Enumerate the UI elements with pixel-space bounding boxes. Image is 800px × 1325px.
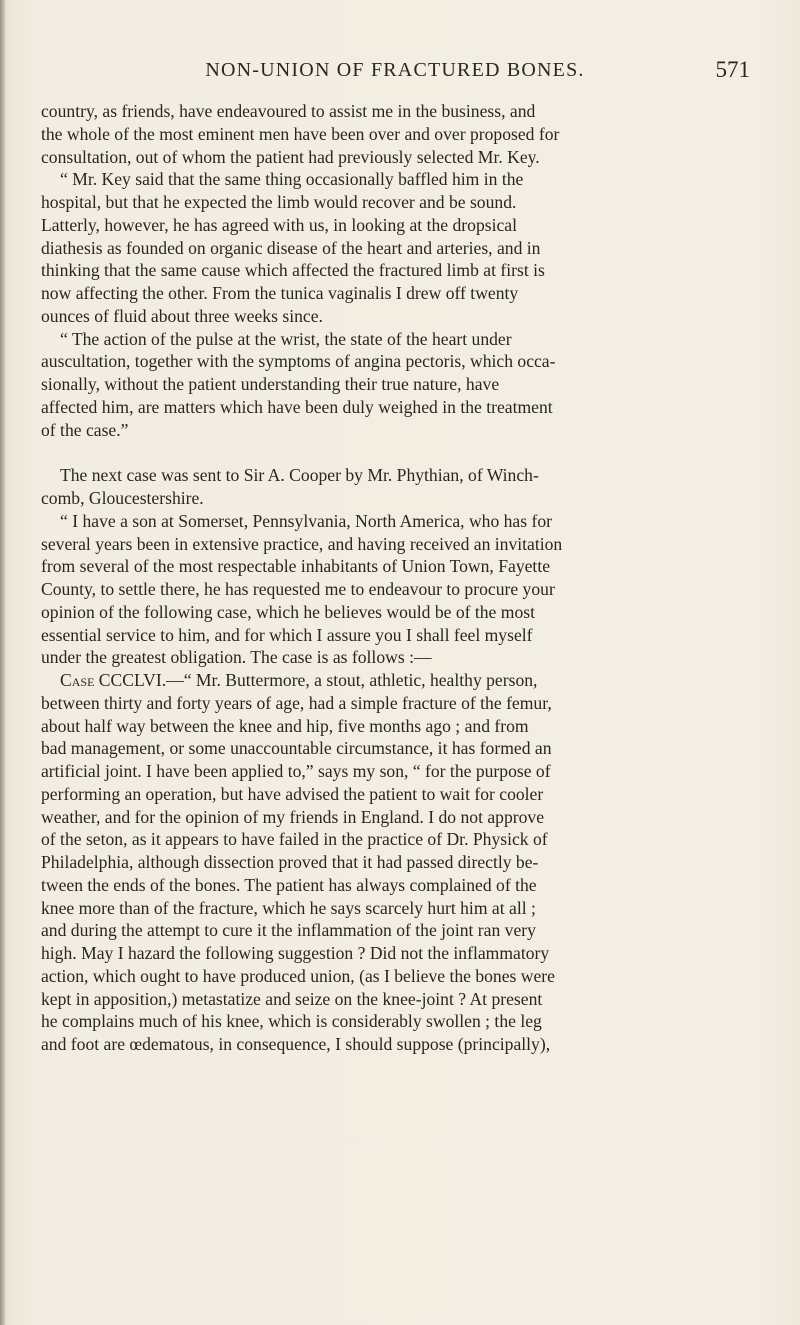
text-line: The next case was sent to Sir A. Cooper by Mr. Phythian, of Winch- — [60, 465, 539, 486]
page-number: 571 — [715, 57, 750, 82]
text-line: auscultation, together with the symptoms of angina pectoris, which occa- — [41, 351, 556, 372]
text-line: now affecting the other. From the tunica vaginalis I drew off twenty — [41, 283, 519, 303]
text-line: artificial joint. I have been applied to,” says my son, “ for the purpose of — [41, 761, 551, 781]
text-line: opinion of the following case, which he believes would be of the most — [41, 601, 535, 622]
binding-shadow — [0, 0, 6, 1325]
text-line: essential service to him, and for which I assure you I shall feel myself — [41, 624, 533, 645]
text-line: several years been in extensive practice, and having received an invitation — [41, 533, 563, 554]
text-line: between thirty and forty years of age, had a simple fracture of the femur, — [41, 692, 552, 713]
text-line: County, to settle there, he has requested me to endeavour to procure your — [41, 579, 555, 599]
text-line: about half way between the knee and hip, five months ago ; and from — [41, 715, 529, 736]
text-line: ounces of fluid about three weeks since. — [41, 305, 323, 326]
case-label: Case CCCLVI. — [60, 670, 167, 690]
text-line: tween the ends of the bones. The patient has always complained of the — [41, 874, 537, 895]
text-line: comb, Gloucestershire. — [41, 488, 204, 508]
text-line: country, as friends, have endeavoured to assist me in the business, and — [41, 101, 536, 121]
text-line: performing an operation, but have advised the patient to wait for cooler — [41, 783, 544, 804]
paragraph-gap — [41, 441, 751, 464]
text-line: thinking that the same cause which affected the fractured limb at first is — [41, 260, 545, 281]
text-line: of the seton, as it appears to have failed in the practice of Dr. Physick of — [41, 829, 548, 850]
text-line: and during the attempt to cure it the inflammation of the joint ran very — [41, 920, 536, 941]
text-line: sionally, without the patient understanding their true nature, have — [41, 374, 500, 394]
text-line: of the case.” — [41, 419, 129, 440]
text-line: diathesis as founded on organic disease of the heart and arteries, and in — [41, 237, 541, 258]
text-line: consultation, out of whom the patient had previously selected Mr. Key. — [41, 146, 540, 167]
text-line: knee more than of the fracture, which he says scarcely hurt him at all ; — [41, 897, 536, 918]
text-line: Latterly, however, he has agreed with us, in looking at the dropsical — [41, 214, 517, 235]
text-line: under the greatest obligation. The case is as follows :— — [41, 647, 432, 668]
running-title: NON-UNION OF FRACTURED BONES. — [205, 59, 585, 81]
text-line: “ Mr. Key said that the same thing occasionally baffled him in the — [60, 169, 524, 190]
text-line: action, which ought to have produced union, (as I believe the bones were — [41, 965, 555, 986]
text-line: affected him, are matters which have been duly weighed in the treatment — [41, 396, 553, 417]
text-line: hospital, but that he expected the limb would recover and be sound. — [41, 192, 517, 212]
text-line: bad management, or some unaccountable circumstance, it has formed an — [41, 738, 552, 759]
text-line: “ I have a son at Somerset, Pennsylvania, North America, who has for — [60, 510, 553, 531]
text-line: Philadelphia, although dissection proved that it had passed directly be- — [41, 852, 539, 872]
text-line: —“ Mr. Buttermore, a stout, athletic, healthy person, — [166, 670, 538, 690]
text-line: from several of the most respectable inhabitants of Union Town, Fayette — [41, 556, 551, 577]
body-text — [41, 100, 751, 1056]
text-line: the whole of the most eminent men have been over and over proposed for — [41, 123, 560, 144]
case-heading-line — [41, 669, 751, 692]
text-line: he complains much of his knee, which is considerably swollen ; the leg — [41, 1011, 542, 1032]
text-line: “ The action of the pulse at the wrist, the state of the heart under — [60, 328, 512, 349]
page-header — [40, 56, 750, 90]
text-line: weather, and for the opinion of my friends in England. I do not approve — [41, 806, 545, 827]
text-line: high. May I hazard the following suggestion ? Did not the inflammatory — [41, 943, 550, 963]
text-line: and foot are œdematous, in consequence, I should suppose (principally), — [41, 1034, 551, 1054]
text-line: kept in apposition,) metastatize and seize on the knee-joint ? At present — [41, 988, 543, 1009]
